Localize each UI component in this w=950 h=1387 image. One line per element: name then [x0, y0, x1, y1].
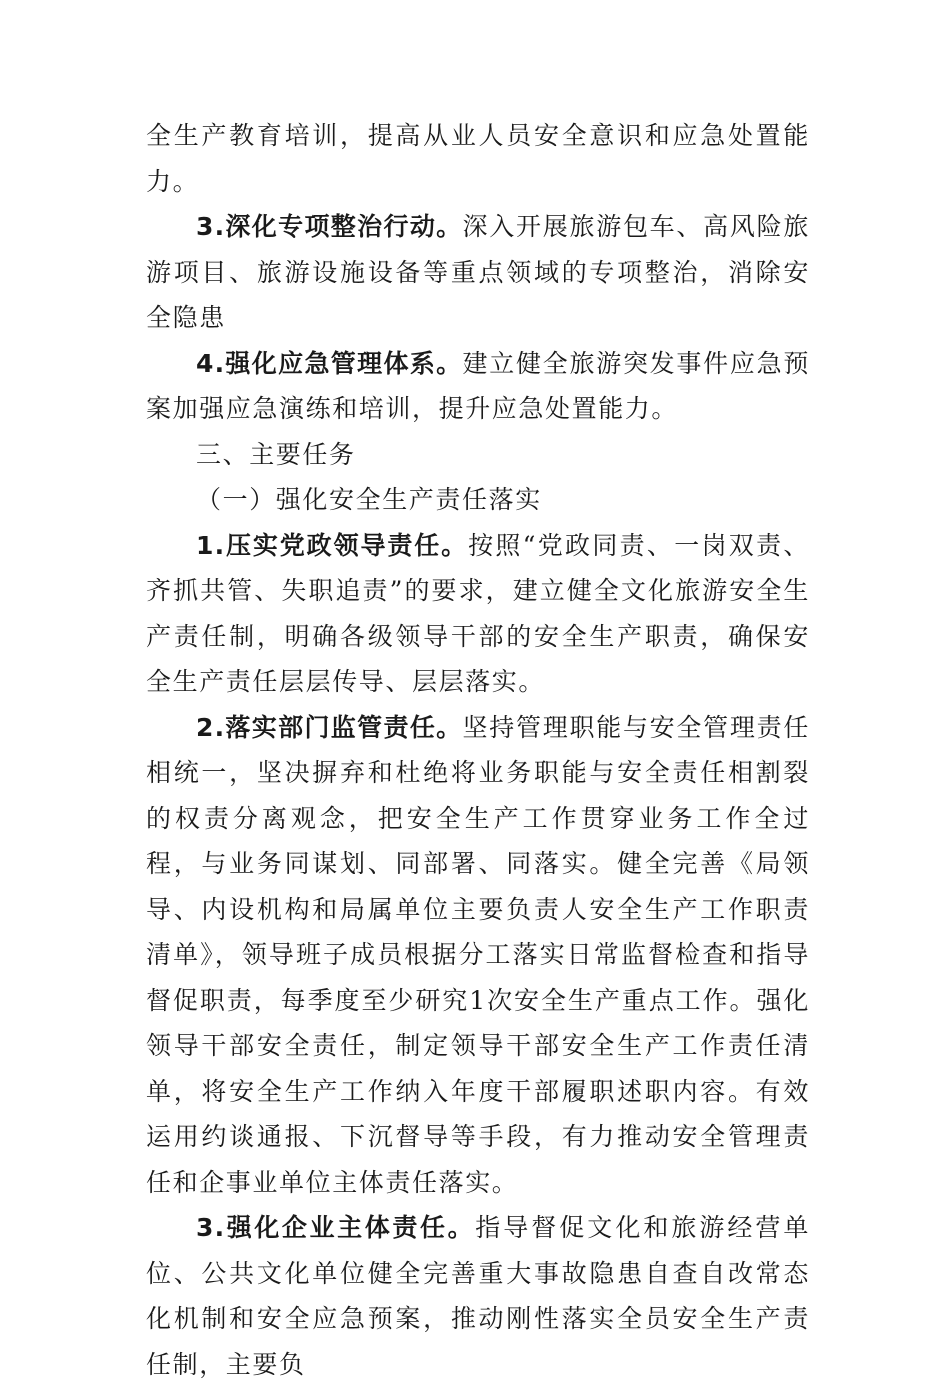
- section-heading: [146, 432, 810, 478]
- paragraph-text: 全生产教育培训，提高从业人员安全意识和应急处置能力。: [146, 121, 810, 196]
- paragraph-text: 深入开展旅游包车、高风险旅游项目、旅游设施设备等重点领域的专项整治，消除安全隐患: [146, 212, 810, 332]
- paragraph-text: 指导督促文化和旅游经营单位、公共文化单位健全完善重大事故隐患自查自改常态化机制和安全应急预案，推动刚性落实全员安全生产责任制，主要负: [146, 1213, 811, 1379]
- paragraph-lead: 1.压实党政领导责任。: [196, 530, 469, 560]
- paragraph-text: 建立健全旅游突发事件应急预案加强应急演练和培训，提升应急处置能力。: [146, 348, 810, 423]
- subsection-heading: [146, 477, 810, 523]
- paragraph-item-3b: [146, 1205, 810, 1387]
- section-heading-text: 三、主要任务: [196, 439, 356, 469]
- paragraph-item-3: [146, 204, 810, 341]
- document-body: [146, 113, 810, 1387]
- paragraph-continuation: [146, 113, 810, 204]
- paragraph-item-2: [146, 705, 810, 1206]
- paragraph-lead: 2.落实部门监管责任。: [196, 712, 463, 742]
- paragraph-text: 按照“党政同责、一岗双责、齐抓共管、失职追责”的要求，建立健全文化旅游安全生产责任制，明确各级领导干部的安全生产职责，确保安全生产责任层层传导、层层落实。: [146, 530, 810, 696]
- paragraph-item-4: [146, 341, 810, 432]
- paragraph-lead: 3.强化企业主体责任。: [196, 1213, 476, 1242]
- subsection-heading-text: （一）强化安全生产责任落实: [196, 485, 542, 514]
- paragraph-item-1: [146, 523, 810, 705]
- paragraph-text: 坚持管理职能与安全管理责任相统一，坚决摒弃和杜绝将业务职能与安全责任相割裂的权责分离观念，把安全生产工作贯穿业务工作全过程，与业务同谋划、同部署、同落实。健全完善《局领导、内设机构和局属单位主要负责人安全生产工作职责清单》，领导班子成员根据分工落实日常监督检查和指导督促职责，每季度至少研究1次安全生产重点工作。强化领导干部安全责任，制定领导干部安全生产工作责任清单，将安全生产工作纳入年度干部履职述职内容。有效运用约谈通报、下沉督导等手段，有力推动安全管理责任和企事业单位主体责任落实。: [146, 712, 810, 1197]
- paragraph-lead: 3.深化专项整治行动。: [196, 212, 463, 241]
- paragraph-lead: 4.强化应急管理体系。: [196, 348, 463, 378]
